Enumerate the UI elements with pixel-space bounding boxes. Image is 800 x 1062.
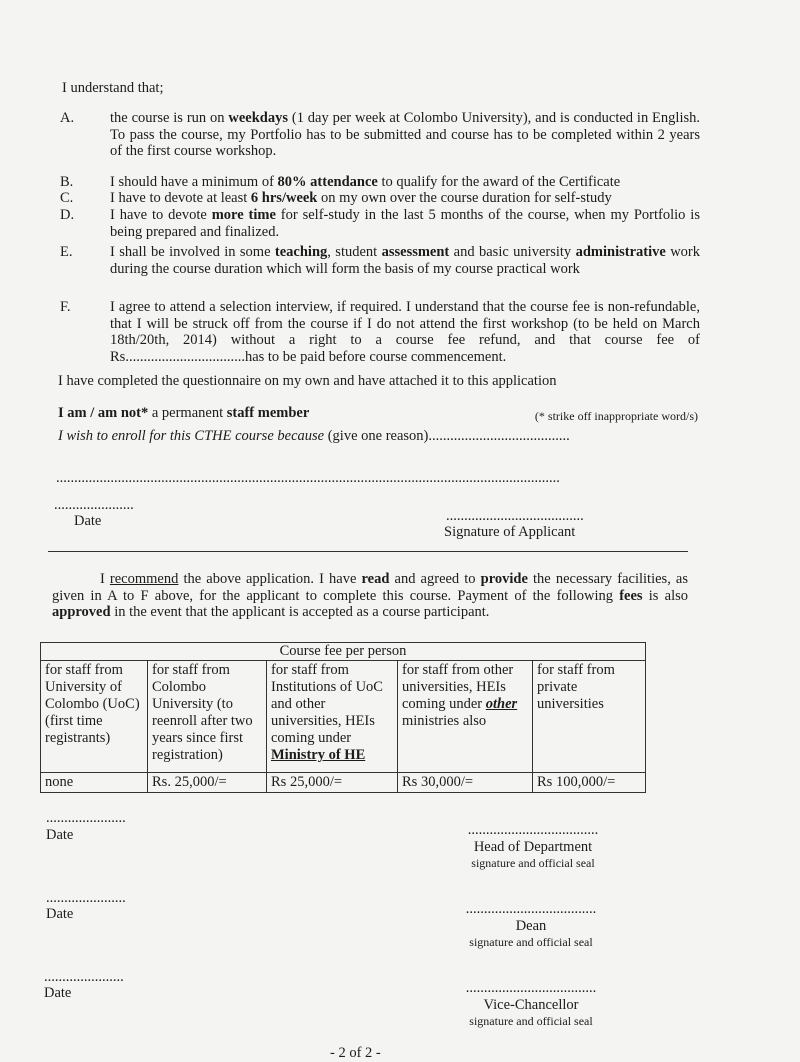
hod-date-field[interactable]: ...................... [46, 810, 126, 826]
hod-signature-block [448, 822, 618, 871]
fee-value: Rs 25,000/= [267, 773, 398, 793]
dean-signature-block [446, 901, 616, 950]
condition-text: I have to devote more time for self-study in the last 5 months of the course, when my Portfolio is being prepared and finalized. [110, 207, 700, 240]
vc-signature-field[interactable]: .................................... [465, 980, 597, 996]
staff-status-line: I am / am not* a permanent staff member (* strike off inappropriate word/s) [58, 405, 698, 423]
dean-title: Dean [515, 918, 547, 934]
condition-item-a: A. the course is run on weekdays (1 day per week at Colombo University), and is conducted in English. To pass the course, my Portfolio has to be submitted and course has to be completed within 2 years of the first course workshop. [60, 110, 700, 159]
intro-text: I understand that; [62, 80, 164, 96]
condition-text: I shall be involved in some teaching, student assessment and basic university administrative work during the course duration which will form the basis of my course practical work [110, 244, 700, 277]
reason-answer-field[interactable]: ........................................................................................................................................... [56, 470, 560, 486]
condition-text: I should have a minimum of 80% attendance to qualify for the award of the Certificate [110, 174, 621, 190]
dean-date-label: Date [46, 906, 74, 922]
fee-table [40, 642, 646, 793]
fee-value: Rs 100,000/= [533, 773, 646, 793]
condition-text: the course is run on weekdays (1 day per week at Colombo University), and is conducted in English. To pass the course, my Portfolio has to be submitted and course has to be completed within 2 years of the first course workshop. [110, 110, 700, 159]
condition-item-c: C. I have to devote at least 6 hrs/week on my own over the course duration for self-study [60, 190, 700, 207]
hod-subtitle: signature and official seal [471, 856, 595, 870]
vc-date-label: Date [44, 985, 72, 1001]
fee-column-uoc: for staff from University of Colombo (UoC) (first time registrants) [41, 661, 148, 773]
vc-title: Vice-Chancellor [483, 997, 579, 1013]
fee-value: none [41, 773, 148, 793]
hod-signature-field[interactable]: .................................... [467, 822, 599, 838]
enroll-reason-line[interactable]: I wish to enroll for this CTHE course because (give one reason)....................................... [58, 428, 570, 444]
fee-column-private: for staff from private universities [533, 661, 646, 773]
fee-column-institutions: for staff from Institutions of UoC and other universities, HEIs coming under Ministry of HE [267, 661, 398, 773]
condition-text: I have to devote at least 6 hrs/week on my own over the course duration for self-study [110, 190, 612, 206]
hod-title: Head of Department [473, 839, 593, 855]
vc-subtitle: signature and official seal [469, 1014, 593, 1028]
fee-column-other-universities: for staff from other universities, HEIs coming under other ministries also [398, 661, 533, 773]
applicant-signature-label: Signature of Applicant [444, 524, 576, 540]
section-divider [48, 551, 688, 552]
fee-table-heading: Course fee per person [41, 643, 646, 661]
strike-off-note: (* strike off inappropriate word/s) [534, 409, 698, 423]
applicant-date-label: Date [74, 513, 102, 529]
hod-date-label: Date [46, 827, 74, 843]
condition-item-f: F. I agree to attend a selection interview, if required. I understand that the course fee is non-refundable, that I will be struck off from the course if I do not attend the first workshop (to be held on March 18th/20th, 2014) without a right to a course fee refund, and that course fee of Rs.................................has to be paid before course commencement. [60, 299, 700, 365]
recommendation-paragraph: I recommend the above application. I have read and agreed to provide the necessary facilities, as given in A to F above, for the applicant to complete this course. Payment of the following fees is also approved in the event that the applicant is accepted as a course participant. [52, 571, 688, 620]
fee-column-reenroll: for staff from Colombo University (to reenroll after two years since first registration) [148, 661, 267, 773]
condition-text: I agree to attend a selection interview, if required. I understand that the course fee is non-refundable, that I will be struck off from the course if I do not attend the first workshop (to be held on March 18th/20th, 2014) without a right to a course fee refund, and that course fee of Rs.................................has to be paid before course commencement. [110, 299, 700, 365]
dean-date-field[interactable]: ...................... [46, 890, 126, 906]
vc-date-field[interactable]: ...................... [44, 969, 124, 985]
page-number: - 2 of 2 - [330, 1045, 381, 1061]
condition-item-e: E. I shall be involved in some teaching, student assessment and basic university administrative work during the course duration which will form the basis of my course practical work [60, 244, 700, 277]
dean-signature-field[interactable]: .................................... [465, 901, 597, 917]
fee-value: Rs 30,000/= [398, 773, 533, 793]
dean-subtitle: signature and official seal [469, 935, 593, 949]
fee-value: Rs. 25,000/= [148, 773, 267, 793]
condition-item-b: B. I should have a minimum of 80% attendance to qualify for the award of the Certificate [60, 174, 700, 191]
staff-status-options[interactable]: I am / am not* [58, 405, 149, 421]
applicant-date-field[interactable]: ...................... [54, 497, 134, 513]
vc-signature-block [446, 980, 616, 1029]
condition-item-d: D. I have to devote more time for self-study in the last 5 months of the course, when my Portfolio is being prepared and finalized. [60, 207, 700, 240]
applicant-signature-field[interactable]: ...................................... [446, 508, 584, 524]
questionnaire-statement: I have completed the questionnaire on my own and have attached it to this application [58, 373, 557, 389]
